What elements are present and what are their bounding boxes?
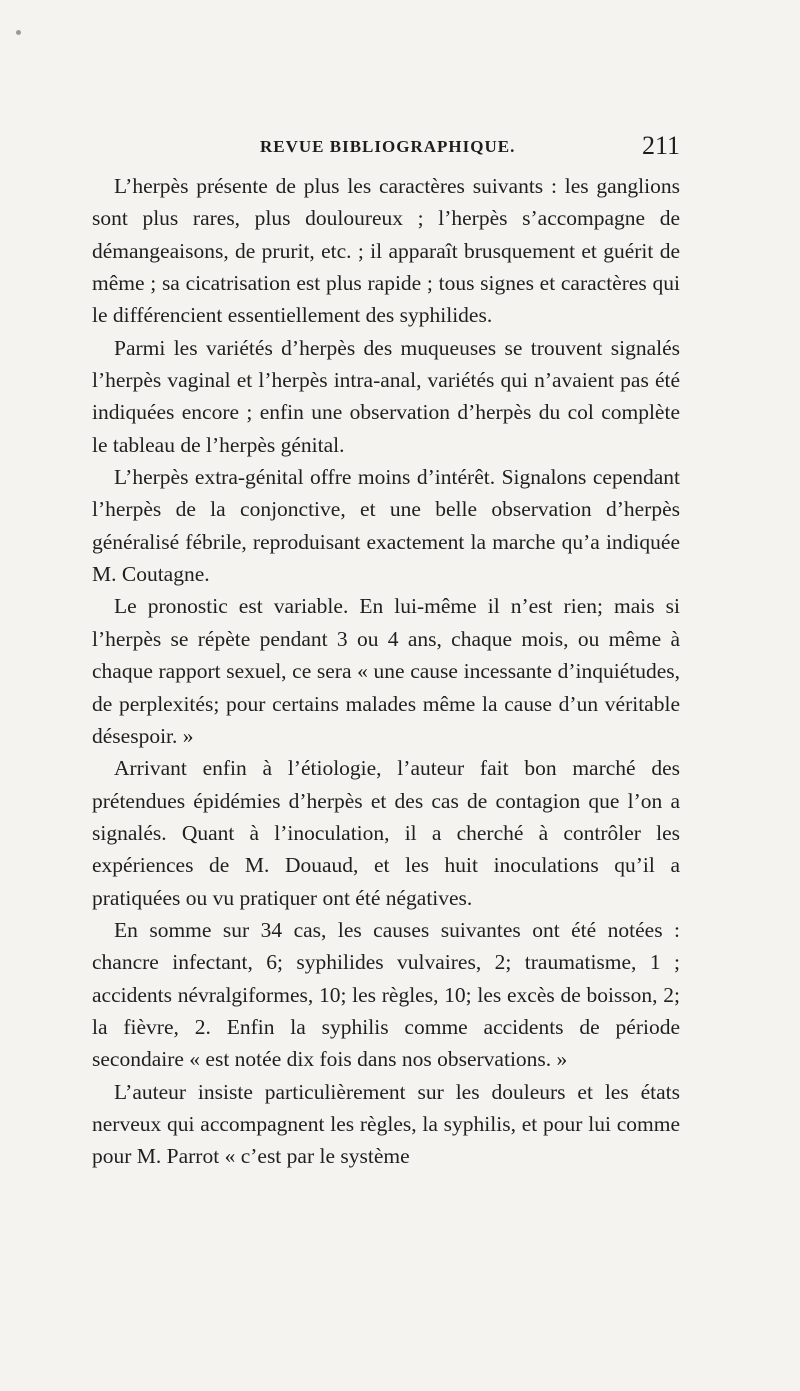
paragraph: Le pronostic est variable. En lui-même il n’est rien; mais si l’herpès se répète pendant 3 ou 4 ans, chaque mois, ou même à chaque rapport sexuel, ce sera « une cause incessante d’inquiétudes, de perplexités; pour certains malades même la cause d’un véritable désespoir. » xyxy=(92,594,680,748)
body-text xyxy=(92,170,680,1173)
paper-speck xyxy=(16,30,21,35)
paragraph: L’herpès extra-génital offre moins d’intérêt. Signalons cependant l’herpès de la conjonctive, et une belle observation d’herpès généralisé fébrile, reproduisant exactement la marche qu’a indiquée M. Coutagne. xyxy=(92,465,680,587)
running-title: REVUE BIBLIOGRAPHIQUE. xyxy=(260,137,516,156)
paragraph: En somme sur 34 cas, les causes suivantes ont été notées : chancre infectant, 6; syphilides vulvaires, 2; traumatisme, 1 ; accidents névralgiformes, 10; les règles, 10; les excès de boisson, 2; la fièvre, 2. Enfin la syphilis comme accidents de période secondaire « est notée dix fois dans nos observations. » xyxy=(92,917,680,1072)
paragraph: L’herpès présente de plus les caractères suivants : les ganglions sont plus rares, plus douloureux ; l’herpès s’accompagne de démangeaisons, de prurit, etc. ; il apparaît brusquement et guérit de même ; sa cicatrisation est plus rapide ; tous signes et caractères qui le différencient essentiellement des syphilides. xyxy=(92,174,680,328)
page-number: 211 xyxy=(641,131,680,160)
paragraph: Arrivant enfin à l’étiologie, l’auteur fait bon marché des prétendues épidémies d’herpès et des cas de contagion que l’on a signalés. Quant à l’inoculation, il a cherché à contrôler les expériences de M. Douaud, et les huit inoculations qu’il a pratiquées ou vu pratiquer ont été négatives. xyxy=(92,756,680,910)
running-head xyxy=(92,131,682,165)
paragraph: L’auteur insiste particulièrement sur les douleurs et les états nerveux qui accompagnent les règles, la syphilis, et pour lui comme pour M. Parrot « c’est par le système xyxy=(92,1079,680,1169)
paragraph: Parmi les variétés d’herpès des muqueuses se trouvent signalés l’herpès vaginal et l’herpès intra-anal, variétés qui n’avaient pas été indiquées encore ; enfin une observation d’herpès du col complète le tableau de l’herpès génital. xyxy=(92,335,680,457)
